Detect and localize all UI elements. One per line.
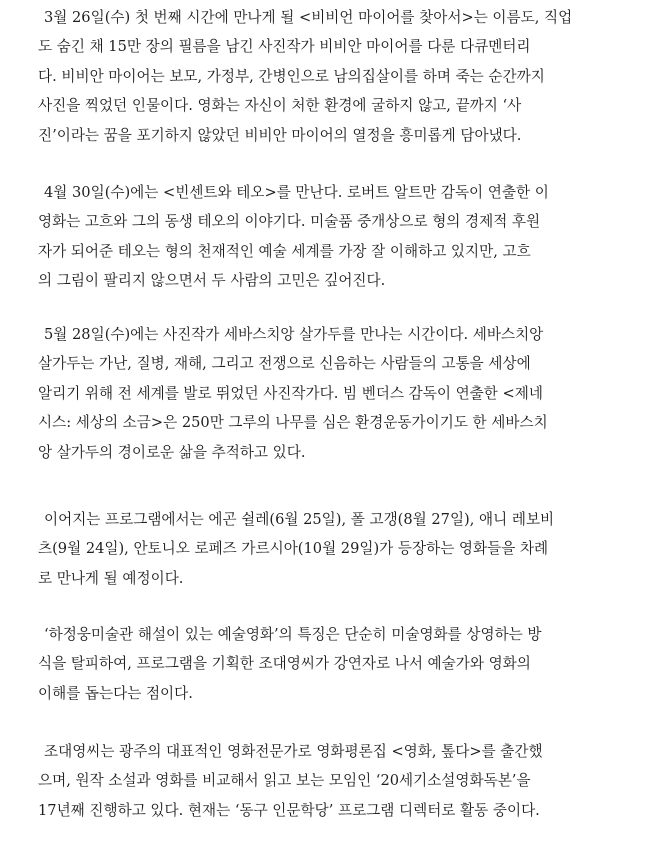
text-line: 3월 26일(수) 첫 번째 시간에 만나게 될 <비비언 마이어를 찾아서>는 이름도, 직업 (44, 9, 573, 26)
paragraph-upcoming-program (38, 505, 638, 593)
paragraph-vivian-maier (38, 3, 638, 150)
text-line: 17년째 진행하고 있다. 현재는 ‘동구 인문학당’ 프로그램 디렉터로 활동 중이다. (38, 801, 540, 819)
text-line: 츠(9월 24일), 안토니오 로페즈 가르시아(10월 29일)가 등장하는 영화들을 차례 (38, 540, 549, 558)
text-line: 자가 되어준 테오는 형의 천재적인 예술 세계를 가장 잘 이해하고 있지만, 고흐 (38, 242, 531, 260)
text-line: 조대영씨는 광주의 대표적인 영화전문가로 영화평론집 <영화, 톺다>를 출간했 (44, 743, 543, 760)
text-line: 4월 30일(수)에는 <빈센트와 테오>를 만난다. 로버트 알트만 감독이 연출한 이 (44, 184, 549, 201)
text-line: 도 숨긴 채 15만 장의 필름을 남긴 사진작가 비비안 마이어를 다룬 다큐멘터리 (38, 38, 531, 56)
text-line: 다. 비비안 마이어는 보모, 가정부, 간병인으로 남의집살이를 하며 죽는 순간까지 (38, 67, 545, 85)
text-line: 5월 28일(수)에는 사진작가 세바스치앙 살가두를 만나는 시간이다. 세바스치앙 (44, 326, 544, 343)
text-line: 의 그림이 팔리지 않으면서 두 사람의 고민은 깊어진다. (38, 272, 386, 290)
paragraph-vincent-and-theo (38, 178, 638, 296)
text-line: 앙 살가두의 경이로운 삶을 추적하고 있다. (38, 443, 306, 461)
paragraph-lecturer-bio (38, 737, 638, 825)
text-line: 시스: 세상의 소금>은 250만 그루의 나무를 심은 환경운동가이기도 한 세바스치 (38, 414, 548, 432)
text-line: 살가두는 가난, 질병, 재해, 그리고 전쟁으로 신음하는 사람들의 고통을 세상에 (38, 355, 531, 373)
text-line: ‘하정웅미술관 해설이 있는 예술영화’의 특징은 단순히 미술영화를 상영하는 방 (44, 626, 542, 643)
text-line: 으며, 원작 소설과 영화를 비교해서 읽고 보는 모임인 ‘20세기소설영화독본’을 (38, 772, 531, 790)
text-line: 영화는 고흐와 그의 동생 테오의 이야기다. 미술품 중개상으로 형의 경제적 후원 (38, 213, 541, 231)
paragraph-program-feature (38, 620, 638, 708)
text-line: 로 만나게 될 예정이다. (38, 569, 184, 587)
paragraph-salgado (38, 320, 638, 467)
text-line: 이해를 돕는다는 점이다. (38, 684, 193, 702)
text-line: 진’이라는 꿈을 포기하지 않았던 비비안 마이어의 열정을 흥미롭게 담아냈다. (38, 126, 522, 144)
text-line: 식을 탈피하여, 프로그램을 기획한 조대영씨가 강연자로 나서 예술가와 영화의 (38, 655, 531, 673)
text-line: 사진을 찍었던 인물이다. 영화는 자신이 처한 환경에 굴하지 않고, 끝까지 ‘사 (38, 97, 522, 115)
text-line: 알리기 위해 전 세계를 발로 뛰었던 사진작가다. 빔 벤더스 감독이 연출한 <제네 (38, 384, 543, 402)
text-line: 이어지는 프로그램에서는 에곤 쉴레(6월 25일), 폴 고갱(8월 27일), 애니 레보비 (44, 511, 555, 528)
